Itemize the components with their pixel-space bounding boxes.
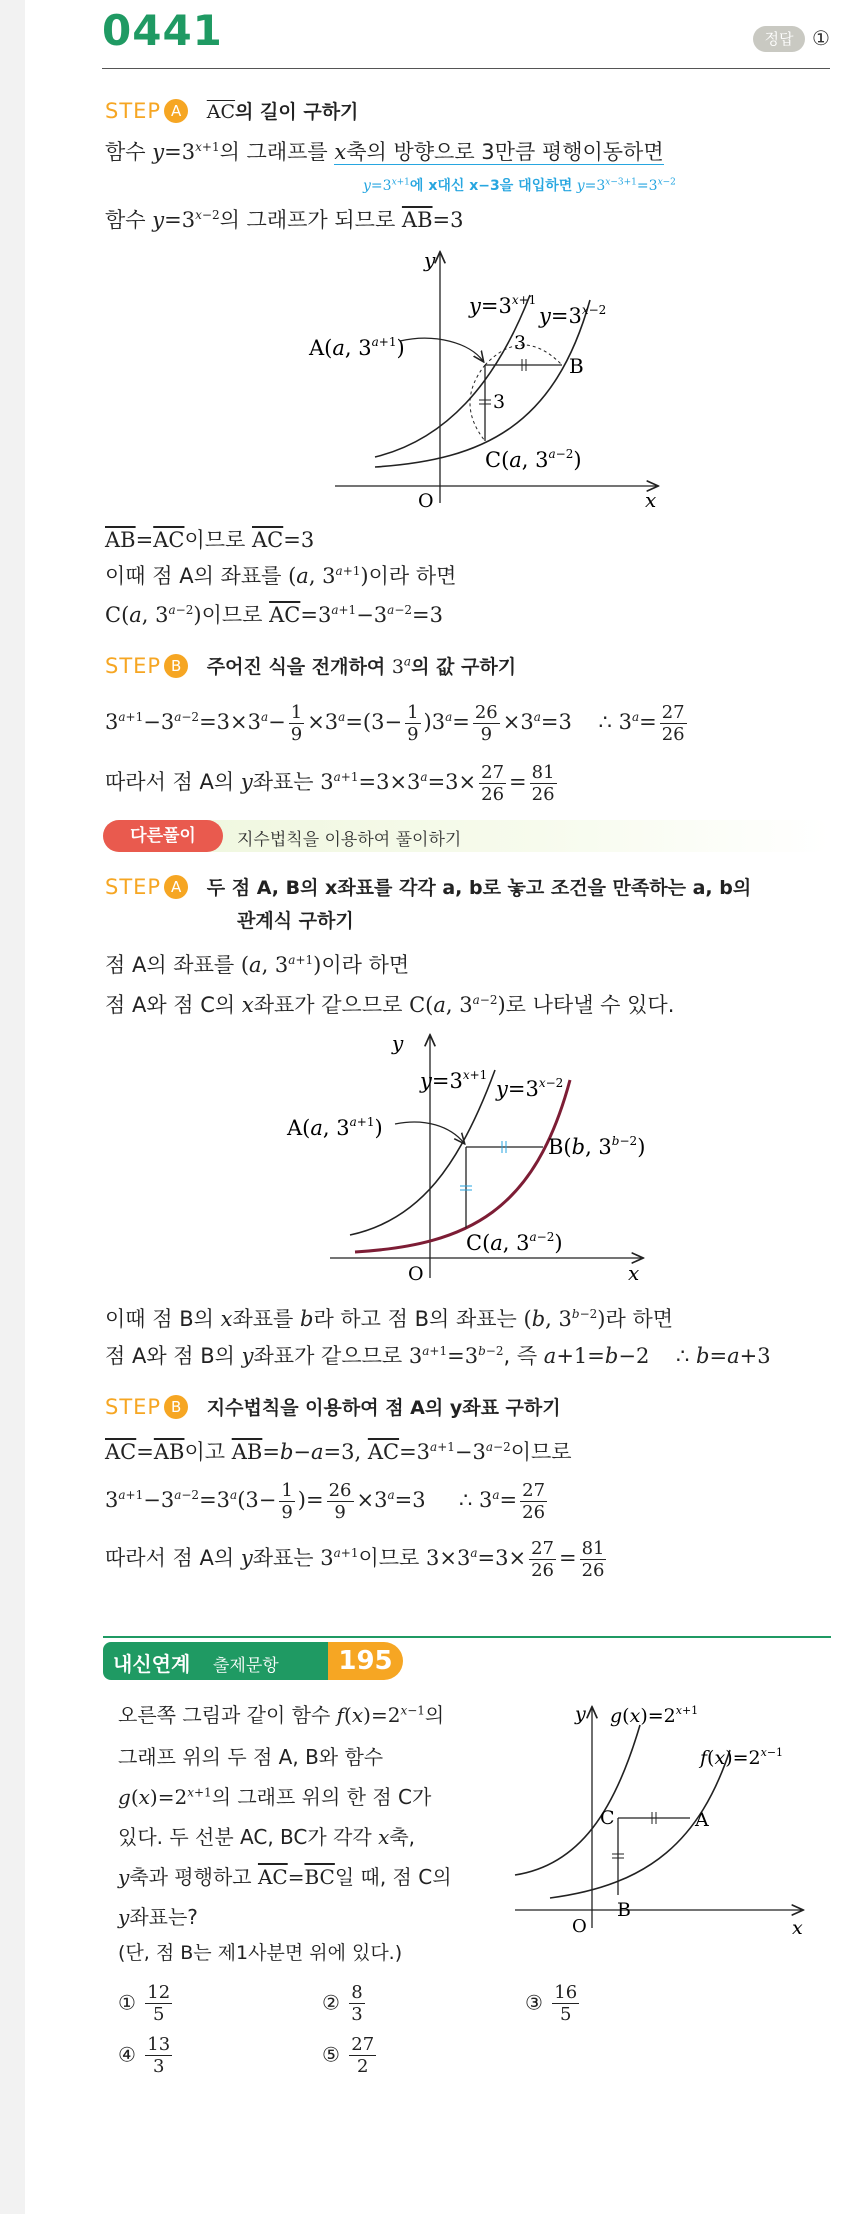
svg-text:B: B bbox=[617, 1899, 631, 1921]
svg-text:3: 3 bbox=[493, 391, 506, 413]
choice-1[interactable]: ① $\frac{12}{5}$ bbox=[118, 1982, 171, 2025]
sol-line-4: 이때 점 A의 좌표를 (a, $3^{a+1}$)이라 하면 bbox=[105, 564, 457, 588]
related-badge-light: 출제문항 bbox=[213, 1656, 279, 1676]
svg-text:O: O bbox=[418, 490, 434, 510]
step1-title: 의 길이 구하기 bbox=[235, 101, 359, 123]
alt-line-5: $\overline{AC}=\overline{AB}$이고 $\overline{AB}=b-a=3$, $\overline{AC}=3^{a+1}-3^{a-2}$이므로 bbox=[105, 1440, 572, 1464]
arc-ac bbox=[470, 365, 485, 441]
answer-badge: 정답 bbox=[753, 26, 805, 52]
svg-text:x: x bbox=[645, 488, 657, 510]
problem-number: 0441 bbox=[102, 6, 223, 55]
svg-text:B(b, 3b−2): B(b, $3^{b-2}$) bbox=[548, 1134, 646, 1159]
svg-text:O: O bbox=[408, 1263, 424, 1285]
svg-text:x: x bbox=[628, 1261, 640, 1285]
choice-5[interactable]: ⑤ $\frac{27}{2}$ bbox=[322, 2034, 375, 2077]
sol-line-7: 따라서 점 A의 y좌표는 $3^{a+1}=3\times 3^a=3\times$ $\frac{27}{26}$ = $\frac{81}{26}$ bbox=[105, 761, 555, 805]
svg-text:A(a, 3a+1): A(a, $3^{a+1}$) bbox=[287, 1115, 383, 1140]
svg-text:A(a, 3a+1): A(a, $3^{a+1}$) bbox=[309, 335, 405, 360]
step-b-heading: STEP B 주어진 식을 전개하여 3$^a$의 값 구하기 bbox=[105, 654, 517, 678]
svg-text:B: B bbox=[569, 354, 584, 378]
choice-4[interactable]: ④ $\frac{13}{3}$ bbox=[118, 2034, 171, 2077]
svg-text:y: y bbox=[424, 248, 436, 272]
q-line-2: 그래프 위의 두 점 A, B와 함수 bbox=[118, 1745, 384, 1769]
svg-text:f(x)=2x−1: $f(x)=2^{x-1}$ bbox=[700, 1746, 784, 1769]
related-divider bbox=[103, 1636, 831, 1638]
sol-line-1: 함수 $y=3^{x+1}$의 그래프를 x축의 방향으로 3만큼 평행이동하면 bbox=[105, 140, 664, 164]
svg-text:y=3x−2: $y=3^{x-2}$ bbox=[539, 303, 607, 328]
graph-1 bbox=[295, 245, 675, 510]
alt-line-4: 점 A와 점 B의 y좌표가 같으므로 $3^{a+1}=3^{b-2}$, 즉 a+1=b−2 ∴ b=a+3 bbox=[105, 1344, 771, 1368]
q-line-1: 오른쪽 그림과 같이 함수 $f(x)=2^{x-1}$의 bbox=[118, 1703, 445, 1727]
curve-3-x-minus-2 bbox=[355, 1080, 570, 1252]
svg-text:y=3x+1: $y=3^{x+1}$ bbox=[420, 1068, 488, 1093]
related-badge-bold: 내신연계 bbox=[113, 1652, 191, 1676]
sol-line-3: $\overline{AB}=\overline{AC}$이므로 $\overline{AC}=3$ bbox=[105, 528, 315, 552]
sol-line-2: 함수 $y=3^{x-2}$의 그래프가 되므로 $\overline{AB}=3$ bbox=[105, 208, 464, 232]
alt-step-a-heading: STEP A 두 점 A, B의 x좌표를 각각 a, b로 놓고 조건을 만족하는 a, b의 bbox=[105, 875, 752, 899]
svg-text:y: y bbox=[392, 1031, 404, 1055]
svg-text:y: y bbox=[575, 1703, 586, 1725]
alt-solution-title: 지수법칙을 이용하여 풀이하기 bbox=[237, 830, 462, 850]
svg-text:x: x bbox=[792, 1917, 803, 1939]
svg-text:3: 3 bbox=[514, 332, 527, 354]
step-a-heading: STEP A $\overline{AC}$의 길이 구하기 bbox=[105, 99, 359, 123]
step-b-badge: B bbox=[164, 654, 188, 678]
q-line-3: $g(x)=2^{x+1}$의 그래프 위의 한 점 C가 bbox=[118, 1785, 432, 1809]
sol-line-6: $3^{a+1}-3^{a-2}=3\times 3^a-$ $\frac{1}{9}$ $\times 3^a=(3-$ $\frac{1}{9}$ )$3^a=$ $\frac{26}{9}$ $\times 3^a=3$ ∴ $3^a=$ $\frac{27}{26}$ bbox=[105, 701, 685, 745]
svg-text:y=3x−2: $y=3^{x-2}$ bbox=[496, 1076, 564, 1101]
q-line-5: y축과 평행하고 $\overline{AC}=\overline{BC}$일 때, 점 C의 bbox=[118, 1865, 452, 1889]
curve-3-x-plus-1 bbox=[375, 295, 530, 457]
svg-text:C(a, 3a−2): C(a, $3^{a-2}$) bbox=[466, 1230, 563, 1255]
alt-line-6: $3^{a+1}-3^{a-2}=3^a(3-$ $\frac{1}{9}$ )= $\frac{26}{9}$ $\times 3^a=3$ ∴ $3^a=$ $\frac{27}{26}$ bbox=[105, 1479, 546, 1523]
label-arrow bbox=[400, 338, 483, 361]
page bbox=[25, 0, 843, 2214]
svg-text:C: C bbox=[600, 1807, 615, 1829]
alt-line-3: 이때 점 B의 x좌표를 b라 하고 점 B의 좌표는 (b, $3^{b-2}$)라 하면 bbox=[105, 1307, 674, 1331]
related-number: 195 bbox=[328, 1642, 403, 1680]
sol-line-5: C(a, $3^{a-2}$)이므로 $\overline{AC}=3^{a+1}-3^{a-2}=3$ bbox=[105, 603, 443, 627]
choice-3[interactable]: ③ $\frac{16}{5}$ bbox=[525, 1982, 578, 2025]
hint-line: $y=3^{x+1}$에 x대신 x−3을 대입하면 $y=3^{x-3+1}=3^{x-2}$ bbox=[363, 177, 676, 194]
answer-value: ① bbox=[812, 26, 830, 50]
alt-solution-badge: 다른풀이 bbox=[103, 820, 223, 852]
svg-text:g(x)=2x+1: $g(x)=2^{x+1}$ bbox=[610, 1704, 699, 1727]
choice-2[interactable]: ② $\frac{8}{3}$ bbox=[322, 1982, 363, 2025]
alt-line-7: 따라서 점 A의 y좌표는 $3^{a+1}$이므로 $3\times 3^a=3\times$ $\frac{27}{26}$ = $\frac{81}{26}$ bbox=[105, 1537, 605, 1581]
step-label: STEP bbox=[105, 99, 162, 123]
svg-text:y=3x+1: $y=3^{x+1}$ bbox=[469, 293, 537, 318]
q-line-6: y좌표는? bbox=[118, 1905, 198, 1929]
svg-text:C(a, 3a−2): C(a, $3^{a-2}$) bbox=[485, 447, 582, 472]
graph-3 bbox=[510, 1690, 810, 1940]
svg-text:O: O bbox=[572, 1916, 587, 1937]
related-header bbox=[103, 1642, 403, 1680]
q-line-7: (단, 점 B는 제1사분면 위에 있다.) bbox=[118, 1942, 403, 1964]
alt-line-1: 점 A의 좌표를 (a, $3^{a+1}$)이라 하면 bbox=[105, 953, 410, 977]
curve-3-x-plus-1 bbox=[350, 1070, 495, 1235]
alt-line-2: 점 A와 점 C의 x좌표가 같으므로 C(a, $3^{a-2}$)로 나타낼 수 있다. bbox=[105, 993, 675, 1017]
alt-step-a-title-2: 관계식 구하기 bbox=[237, 910, 354, 932]
q-line-4: 있다. 두 선분 AC, BC가 각각 x축, bbox=[118, 1825, 416, 1849]
step-a-badge: A bbox=[164, 99, 188, 123]
alt-step-b-heading: STEP B 지수법칙을 이용하여 점 A의 y좌표 구하기 bbox=[105, 1395, 561, 1419]
svg-text:A: A bbox=[695, 1809, 709, 1831]
graph-2 bbox=[270, 1030, 660, 1290]
header-divider bbox=[102, 68, 830, 69]
curve-g bbox=[515, 1725, 640, 1875]
